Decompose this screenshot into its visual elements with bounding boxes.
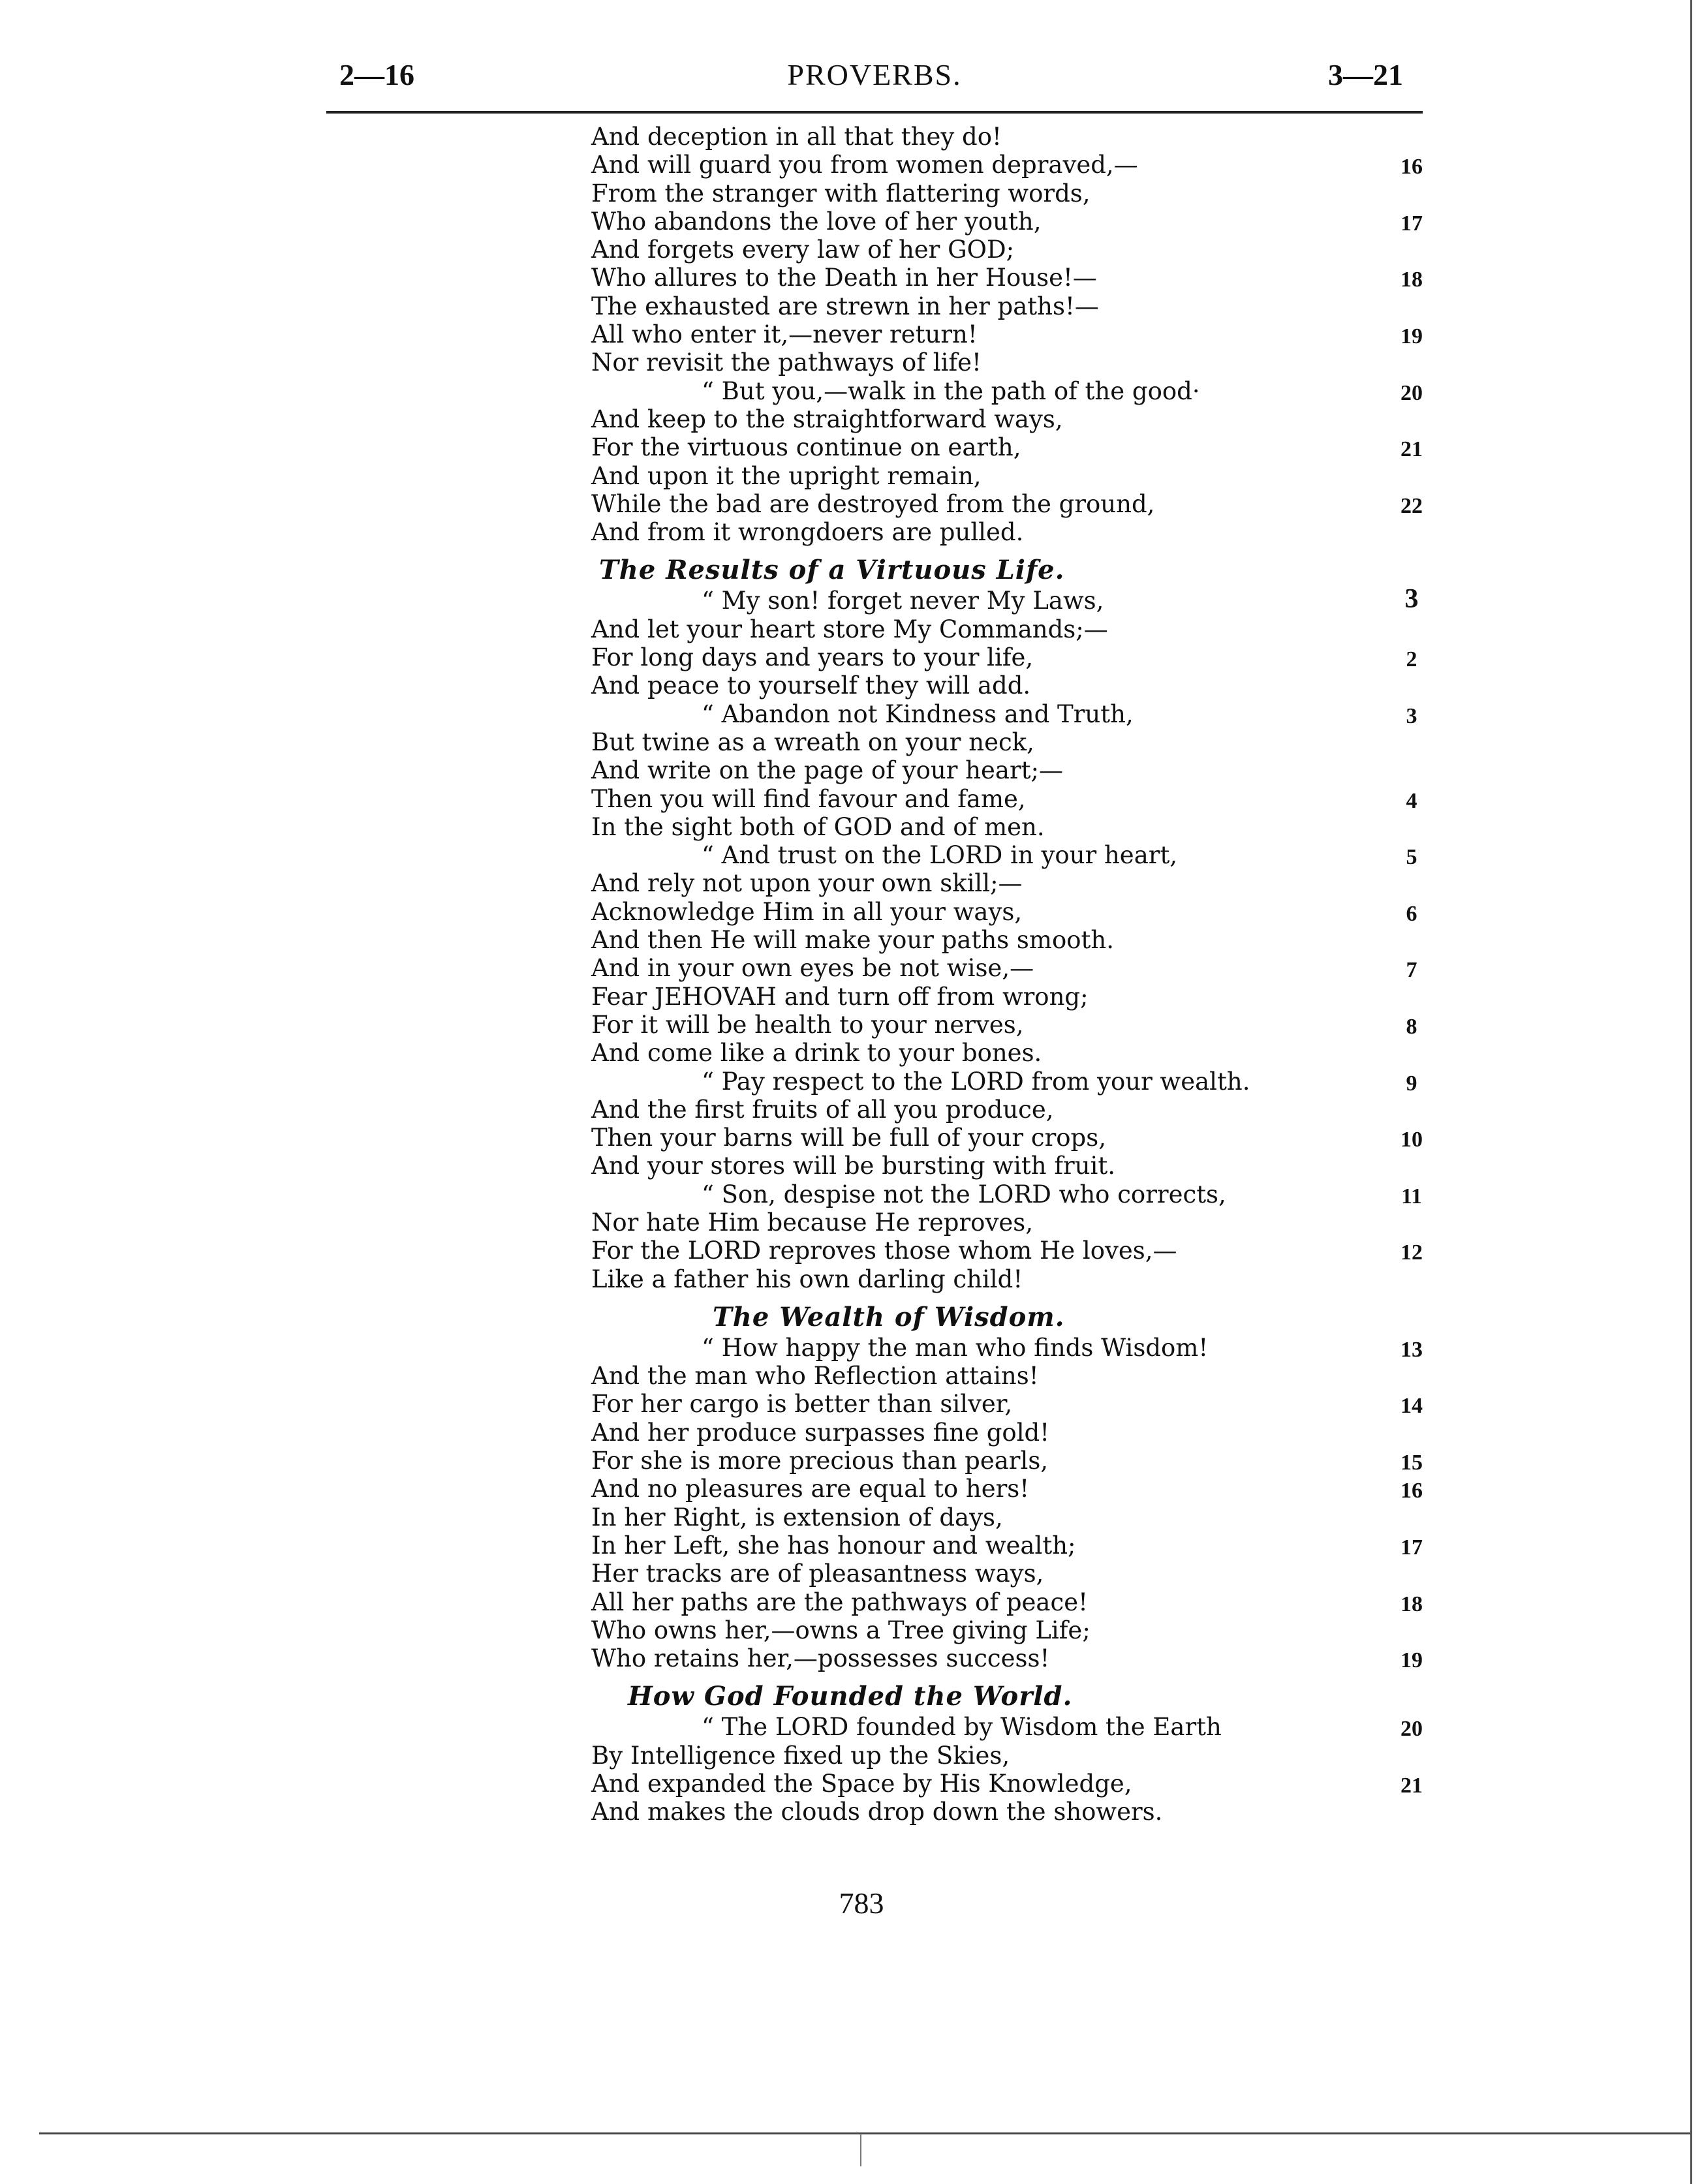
verse-line <box>587 1616 1449 1644</box>
verse-line <box>587 841 1449 869</box>
verse-line <box>587 954 1449 982</box>
verse-line <box>587 1334 1449 1362</box>
verse-text: All who enter it,—never return! <box>591 320 978 349</box>
verse-text: And then He will make your paths smooth. <box>591 926 1114 955</box>
verse-line <box>587 1039 1449 1067</box>
verse-number: 2 <box>1406 647 1417 672</box>
verse-text: Nor revisit the pathways of life! <box>591 348 982 377</box>
verse-number: 19 <box>1400 324 1423 349</box>
verse-number: 20 <box>1400 1717 1423 1742</box>
verse-number: 18 <box>1400 1592 1423 1616</box>
verse-text: And rely not upon your own skill;— <box>591 869 1023 898</box>
section-heading: The Wealth of Wisdom. <box>713 1301 1065 1332</box>
verse-text: Then you will find favour and fame, <box>591 784 1026 813</box>
verse-text: The exhausted are strewn in her paths!— <box>591 292 1099 320</box>
verse-text: From the stranger with flattering words, <box>591 179 1091 208</box>
verse-number: 7 <box>1406 958 1417 983</box>
verse-line <box>587 348 1449 377</box>
verse-line <box>587 643 1449 671</box>
verse-text: But twine as a wreath on your neck, <box>591 728 1034 756</box>
verse-text: Who allures to the Death in her House!— <box>591 264 1097 292</box>
verse-line <box>587 151 1449 179</box>
verse-line <box>587 208 1449 236</box>
verse-line <box>587 264 1449 292</box>
verse-text: “ And trust on the LORD in your heart, <box>702 841 1178 870</box>
scan-bottom-line <box>39 2132 1690 2134</box>
verse-line <box>587 926 1449 954</box>
verse-line <box>587 462 1449 490</box>
verse-text: Acknowledge Him in all your ways, <box>591 897 1023 926</box>
verse-line <box>587 1180 1449 1208</box>
verse-text: And no pleasures are equal to hers! <box>591 1475 1030 1503</box>
verse-text: All her paths are the pathways of peace! <box>591 1588 1088 1616</box>
verse-number: 18 <box>1400 268 1423 292</box>
verse-line <box>587 1362 1449 1390</box>
scan-tick-mark <box>860 2134 861 2166</box>
verse-text: And makes the clouds drop down the showers. <box>591 1798 1163 1826</box>
verse-text: In her Right, is extension of days, <box>591 1503 1003 1531</box>
verse-number: 6 <box>1406 901 1417 926</box>
verse-text: Fear JEHOVAH and turn off from wrong; <box>591 982 1089 1011</box>
verse-line <box>587 292 1449 320</box>
verse-text: For the virtuous continue on earth, <box>591 433 1021 462</box>
verse-text: And your stores will be bursting with fruit. <box>591 1152 1115 1180</box>
verse-line <box>587 1531 1449 1560</box>
verse-line <box>587 1265 1449 1293</box>
verse-text: And keep to the straightforward ways, <box>591 405 1063 433</box>
verse-line <box>587 1770 1449 1798</box>
verse-number: 10 <box>1400 1128 1423 1152</box>
verse-number: 17 <box>1400 211 1423 236</box>
verse-text: And expanded the Space by His Knowledge, <box>591 1770 1132 1798</box>
verse-line <box>587 1588 1449 1616</box>
page-number: 783 <box>839 1886 884 1920</box>
verse-text: And come like a drink to your bones. <box>591 1039 1042 1068</box>
verse-text: For long days and years to your life, <box>591 643 1034 672</box>
header-chapter-start: 2—16 <box>339 58 414 91</box>
verse-line <box>587 490 1449 518</box>
verse-text: In her Left, she has honour and wealth; <box>591 1531 1076 1560</box>
verse-text: “ Abandon not Kindness and Truth, <box>702 700 1134 728</box>
verse-line <box>587 584 1449 615</box>
running-header <box>326 57 1423 97</box>
verse-line <box>587 1124 1449 1152</box>
verse-text: And write on the page of your heart;— <box>591 756 1064 785</box>
header-book-title: PROVERBS. <box>787 58 962 91</box>
verse-text: And peace to yourself they will add. <box>591 671 1031 700</box>
verse-line <box>587 813 1449 841</box>
verse-line <box>587 869 1449 897</box>
verse-text: And the first fruits of all you produce, <box>591 1095 1054 1124</box>
verse-body <box>587 123 1449 1826</box>
verse-text: Like a father his own darling child! <box>591 1265 1023 1293</box>
verse-text: In the sight both of GOD and of men. <box>591 812 1045 841</box>
verse-text: Who abandons the love of her youth, <box>591 207 1042 236</box>
verse-text: “ But you,—walk in the path of the good· <box>702 377 1200 405</box>
verse-line <box>587 179 1449 208</box>
verse-text: “ My son! forget never My Laws, <box>702 587 1104 615</box>
verse-text: And upon it the upright remain, <box>591 461 982 490</box>
verse-number: 16 <box>1400 1479 1423 1503</box>
verse-line <box>587 1068 1449 1096</box>
verse-text: And forgets every law of her GOD; <box>591 236 1015 264</box>
verse-text: For it will be health to your nerves, <box>591 1010 1024 1039</box>
verse-line <box>587 756 1449 784</box>
verse-line <box>587 123 1449 151</box>
verse-text: Who retains her,—possesses success! <box>591 1644 1050 1673</box>
verse-line <box>587 1419 1449 1447</box>
verse-line <box>587 1096 1449 1124</box>
verse-text: Then your barns will be full of your crops, <box>591 1124 1106 1152</box>
verse-line <box>587 1503 1449 1531</box>
verse-number: 17 <box>1400 1535 1423 1560</box>
verse-line <box>587 983 1449 1011</box>
verse-text: “ How happy the man who finds Wisdom! <box>702 1333 1209 1362</box>
scan-edge-line <box>1690 0 1692 2184</box>
verse-line <box>587 1447 1449 1475</box>
verse-line <box>587 1798 1449 1826</box>
verse-line <box>587 1011 1449 1039</box>
verse-text: “ The LORD founded by Wisdom the Earth <box>702 1713 1222 1742</box>
verse-number: 13 <box>1400 1337 1423 1362</box>
verse-line <box>587 785 1449 813</box>
verse-number: 4 <box>1406 788 1417 813</box>
verse-number: 20 <box>1400 380 1423 405</box>
verse-line <box>587 898 1449 926</box>
verse-line <box>587 1742 1449 1770</box>
verse-number: 19 <box>1400 1648 1423 1673</box>
verse-line <box>587 236 1449 264</box>
verse-line <box>587 1208 1449 1237</box>
verse-line <box>587 1390 1449 1418</box>
verse-text: And from it wrongdoers are pulled. <box>591 518 1024 547</box>
verse-text: “ Son, despise not the LORD who corrects, <box>702 1180 1226 1208</box>
verse-text: Her tracks are of pleasantness ways, <box>591 1560 1044 1588</box>
verse-number: 12 <box>1400 1240 1423 1265</box>
verse-number: 16 <box>1400 155 1423 179</box>
verse-line <box>587 1560 1449 1588</box>
verse-text: For her cargo is better than silver, <box>591 1390 1013 1419</box>
verse-line <box>587 671 1449 700</box>
verse-text: And deception in all that they do! <box>591 123 1002 151</box>
verse-text: And will guard you from women depraved,— <box>591 151 1138 179</box>
verse-number: 9 <box>1406 1071 1417 1096</box>
verse-text: By Intelligence fixed up the Skies, <box>591 1741 1010 1770</box>
section-heading: How God Founded the World. <box>628 1681 1073 1712</box>
verse-line <box>587 1644 1449 1672</box>
verse-text: For the LORD reproves those whom He loves,— <box>591 1237 1177 1265</box>
verse-line <box>587 377 1449 405</box>
verse-line <box>587 1237 1449 1265</box>
verse-number: 3 <box>1406 703 1417 728</box>
verse-text: And in your own eyes be not wise,— <box>591 954 1034 983</box>
verse-text: Nor hate Him because He reproves, <box>591 1208 1034 1237</box>
verse-text: “ Pay respect to the LORD from your wealth. <box>702 1067 1250 1096</box>
verse-line <box>587 728 1449 756</box>
verse-text: Who owns her,—owns a Tree giving Life; <box>591 1616 1091 1644</box>
verse-text: For she is more precious than pearls, <box>591 1447 1049 1475</box>
verse-line <box>587 433 1449 461</box>
verse-number: 14 <box>1400 1394 1423 1419</box>
verse-text: And her produce surpasses fine gold! <box>591 1418 1050 1447</box>
verse-line <box>587 700 1449 728</box>
verse-number: 5 <box>1406 845 1417 870</box>
verse-text: While the bad are destroyed from the ground, <box>591 489 1155 518</box>
verse-line <box>587 1152 1449 1180</box>
verse-number: 3 <box>1404 584 1419 615</box>
verse-number: 11 <box>1400 1184 1423 1208</box>
verse-text: And let your heart store My Commands;— <box>591 615 1108 643</box>
section-heading: The Results of a Virtuous Life. <box>599 555 1065 586</box>
verse-number: 22 <box>1400 493 1423 518</box>
verse-line <box>587 320 1449 348</box>
verse-number: 21 <box>1400 1774 1423 1798</box>
header-rule <box>326 111 1423 114</box>
verse-line <box>587 1475 1449 1503</box>
verse-line <box>587 1713 1449 1741</box>
verse-number: 8 <box>1406 1014 1417 1039</box>
verse-line <box>587 615 1449 643</box>
verse-number: 15 <box>1400 1451 1423 1475</box>
verse-number: 21 <box>1400 437 1423 462</box>
verse-line <box>587 518 1449 546</box>
verse-text: And the man who Reflection attains! <box>591 1362 1039 1391</box>
verse-line <box>587 405 1449 433</box>
header-chapter-end: 3—21 <box>1328 58 1403 91</box>
